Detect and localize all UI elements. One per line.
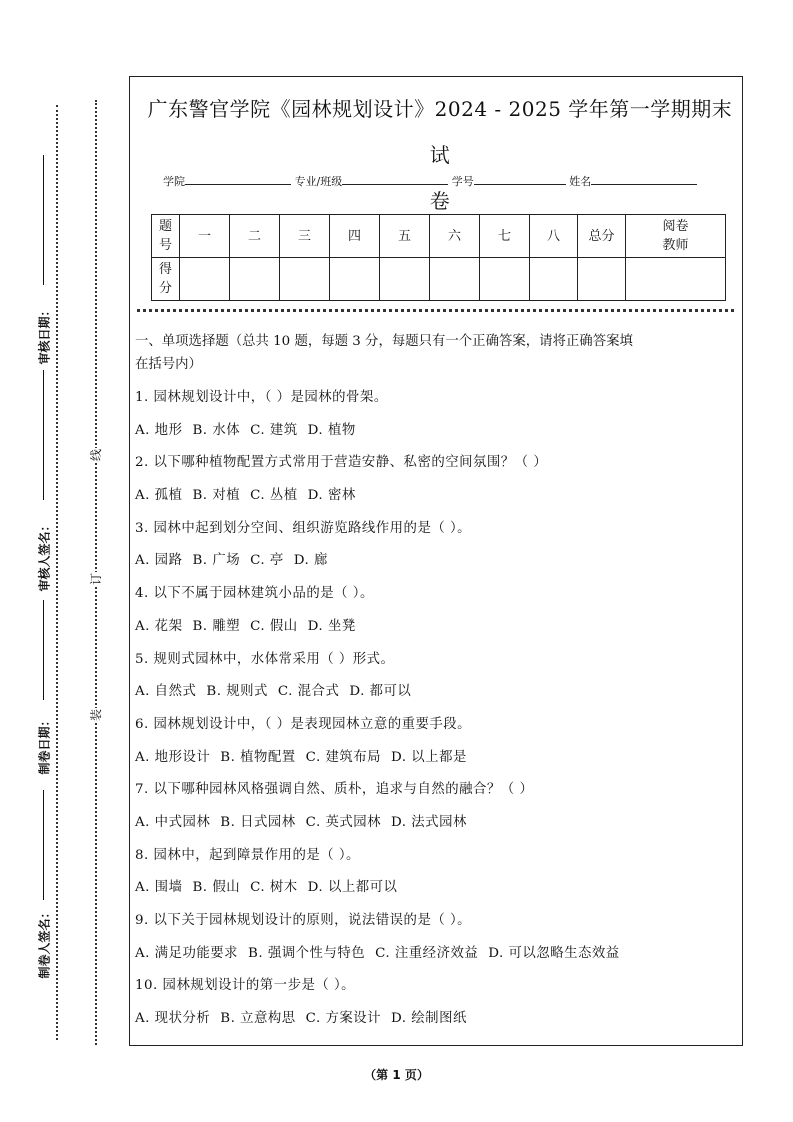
option-item: D. 绘制图纸	[391, 1011, 467, 1027]
field-college-label: 学院	[163, 175, 185, 188]
col-5: 五	[380, 215, 430, 258]
option-item: D. 植物	[307, 422, 356, 438]
option-item: A. 中式园林	[135, 814, 211, 830]
section-single-choice	[135, 330, 739, 1036]
field-student-id-blank[interactable]	[474, 172, 566, 185]
option-item: C. 亭	[250, 553, 284, 569]
header-separator	[137, 309, 734, 312]
field-name-blank[interactable]	[591, 172, 697, 185]
section-heading: 一、单项选择题（总共 10 题，每题 3 分，每题只有一个正确答案，请将正确答案填 在括号内）	[135, 334, 633, 372]
option-item: B. 假山	[192, 880, 241, 896]
score-cell[interactable]	[430, 258, 480, 301]
col-total: 总分	[578, 215, 626, 258]
option-item: C. 建筑布局	[305, 749, 382, 765]
score-cell[interactable]	[330, 258, 380, 301]
question-text: 8. 园林中，起到障景作用的是（ ）。	[135, 847, 360, 863]
option-item: A. 自然式	[135, 684, 197, 700]
binding-char-line: 线	[89, 448, 104, 462]
paper-date-line	[43, 600, 44, 700]
option-item: B. 立意构思	[220, 1011, 296, 1027]
option-item: C. 丛植	[250, 488, 298, 504]
question-text: 3. 园林中起到划分空间、组织游览路线作用的是（ ）。	[135, 520, 472, 536]
question-number-label: 题 号	[152, 215, 180, 258]
option-item: C. 方案设计	[305, 1011, 382, 1027]
score-cell-grader[interactable]	[626, 258, 726, 301]
option-item: D. 坐凳	[307, 618, 356, 634]
option-item: B. 强调个性与特色	[248, 945, 366, 961]
question-options	[135, 742, 739, 775]
col-grader: 阅卷 教师	[626, 215, 726, 258]
option-item: C. 混合式	[277, 684, 340, 700]
score-table-header-row	[152, 215, 726, 258]
score-cell-total[interactable]	[578, 258, 626, 301]
option-item: D. 廊	[293, 553, 328, 569]
reviewer-signature-label: 审核人签名：	[37, 518, 52, 592]
review-date-line	[43, 155, 44, 285]
col-6: 六	[430, 215, 480, 258]
score-cell[interactable]	[380, 258, 430, 301]
option-item: C. 注重经济效益	[375, 945, 479, 961]
review-date-label: 审核日期：	[37, 303, 52, 365]
option-item: C. 假山	[250, 618, 298, 634]
score-cell[interactable]	[180, 258, 230, 301]
option-item: B. 雕塑	[192, 618, 241, 634]
option-item: D. 以上都可以	[307, 880, 398, 896]
option-item: D. 以上都是	[391, 749, 467, 765]
question-options	[135, 611, 739, 644]
col-1: 一	[180, 215, 230, 258]
question-options	[135, 1003, 739, 1036]
binding-char-bind: 装	[89, 708, 104, 722]
score-cell[interactable]	[530, 258, 578, 301]
option-item: A. 现状分析	[135, 1011, 211, 1027]
option-item: C. 树木	[250, 880, 298, 896]
question-text: 6. 园林规划设计中，（ ）是表现园林立意的重要手段。	[135, 716, 472, 732]
student-info-row	[163, 172, 723, 191]
question-options	[135, 938, 739, 971]
option-item: D. 法式园林	[391, 814, 467, 830]
field-major-label: 专业/班级	[294, 175, 343, 188]
paper-date-label: 制卷日期：	[37, 713, 52, 775]
exam-title: 广东警官学院《园林规划设计》2024 - 2025 学年第一学期期末试 卷	[147, 97, 733, 213]
score-label: 得 分	[152, 258, 180, 301]
field-college-blank[interactable]	[185, 172, 291, 185]
question-text: 7. 以下哪种园林风格强调自然、质朴，追求与自然的融合？（ ）	[135, 782, 534, 798]
col-2: 二	[230, 215, 280, 258]
score-cell[interactable]	[280, 258, 330, 301]
question-text: 2. 以下哪种植物配置方式常用于营造安静、私密的空间氛围？（ ）	[135, 455, 548, 471]
question-options	[135, 545, 739, 578]
option-item: A. 孤植	[135, 488, 183, 504]
col-3: 三	[280, 215, 330, 258]
field-student-id-label: 学号	[451, 175, 474, 188]
question-options	[135, 676, 739, 709]
option-item: A. 满足功能要求	[135, 945, 239, 961]
option-item: B. 日式园林	[220, 814, 296, 830]
question-text: 9. 以下关于园林规划设计的原则，说法错误的是（ ）。	[135, 913, 472, 928]
question-options	[135, 480, 739, 513]
question-list	[135, 382, 739, 1036]
outer-dotted-line	[56, 105, 58, 1040]
option-item: C. 建筑	[250, 422, 298, 438]
option-item: C. 英式园林	[305, 814, 382, 830]
col-8: 八	[530, 215, 578, 258]
score-cell[interactable]	[230, 258, 280, 301]
page-number: （第 1 页）	[364, 1068, 429, 1082]
option-item: A. 地形设计	[135, 749, 211, 765]
question-text: 1. 园林规划设计中，（ ）是园林的骨架。	[135, 390, 388, 405]
option-item: D. 密林	[307, 488, 356, 504]
option-item: B. 植物配置	[220, 749, 296, 765]
score-table-score-row	[152, 258, 726, 301]
option-item: D. 可以忽略生态效益	[488, 945, 620, 961]
option-item: A. 园路	[135, 553, 183, 569]
score-cell[interactable]	[480, 258, 530, 301]
score-table	[151, 214, 726, 301]
field-name-label: 姓名	[569, 175, 592, 188]
option-item: A. 围墙	[135, 880, 183, 896]
question-text: 4. 以下不属于园林建筑小品的是（ ）。	[135, 586, 374, 602]
option-item: A. 花架	[135, 618, 183, 634]
option-item: B. 水体	[192, 422, 241, 438]
binding-char-staple: 订	[89, 572, 104, 586]
col-4: 四	[330, 215, 380, 258]
option-item: B. 规则式	[206, 684, 268, 700]
question-options	[135, 415, 739, 448]
question-options	[135, 872, 739, 905]
question-text: 5. 规则式园林中，水体常采用（ ）形式。	[135, 651, 395, 667]
option-item: A. 地形	[135, 422, 183, 438]
field-major-blank[interactable]	[342, 172, 448, 185]
option-item: D. 都可以	[349, 684, 412, 700]
question-text: 10. 园林规划设计的第一步是（ ）。	[135, 978, 356, 994]
option-item: B. 对植	[192, 488, 241, 504]
question-options	[135, 807, 739, 840]
paper-maker-signature-line	[43, 790, 44, 900]
paper-maker-signature-label: 制卷人签名：	[37, 905, 52, 979]
option-item: B. 广场	[192, 553, 241, 569]
col-7: 七	[480, 215, 530, 258]
reviewer-signature-line	[43, 370, 44, 500]
